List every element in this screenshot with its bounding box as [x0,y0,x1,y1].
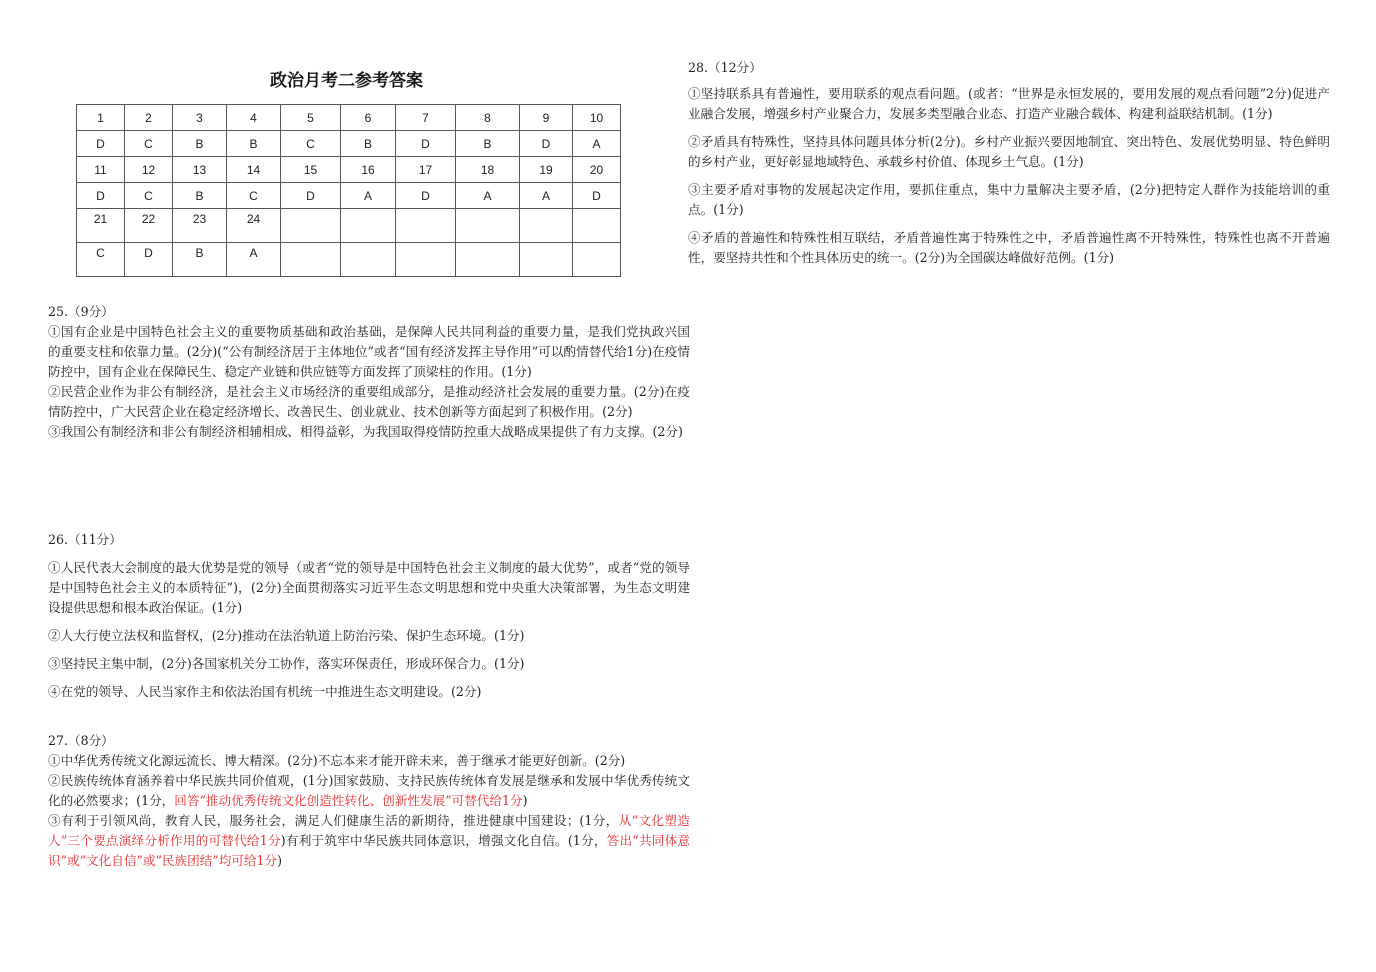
answer-table-cell: 8 [456,105,520,131]
q26-point-1: ①人民代表大会制度的最大优势是党的领导（或者“党的领导是中国特色社会主义制度的最大优势”，或者“党的领导是中国特色社会主义的本质特征”)，(2分)全面贯彻落实习近平生态文明思想和党中央重大决策部署，为生态文明建设提供思想和根本政治保证。(1分) [48,560,690,615]
q27-point-3-close: ) [277,853,283,868]
answer-table-cell: 17 [396,157,456,183]
question-26 [48,530,690,702]
answer-table-cell: C [77,243,125,277]
answer-table-cell: B [173,183,227,209]
answer-table [76,104,621,277]
answer-table-cell [281,243,341,277]
answer-table-cell: B [173,131,227,157]
answer-table-cell [456,243,520,277]
answer-table-cell: D [573,183,621,209]
answer-table-cell: B [173,243,227,277]
answer-table-cell: D [77,183,125,209]
q28-heading: 28.（12分） [688,60,762,75]
answer-table-cell [573,209,621,243]
answer-table-cell: D [281,183,341,209]
answer-table-cell [456,209,520,243]
q27-point-2-close: ) [522,793,528,808]
q28-point-4: ④矛盾的普遍性和特殊性相互联结，矛盾普遍性寓于特殊性之中，矛盾普遍性离不开特殊性，特殊性也离不开普遍性，要坚持共性和个性具体历史的统一。(2分)为全国碳达峰做好范例。(1分) [688,230,1330,265]
q26-point-3: ③坚持民主集中制，(2分)各国家机关分工协作，落实环保责任，形成环保合力。(1分) [48,656,525,671]
q25-heading: 25.（9分） [48,304,114,319]
answer-table-cell: C [281,131,341,157]
q27-point-2-text: ②民族传统体育涵养着中华民族共同价值观，(1分)国家鼓励、支持民族传统体育发展是继承和发展中华优秀传统文化的必然要求；(1分， [48,773,690,808]
answer-table-cell: A [573,131,621,157]
question-25 [48,302,690,442]
answer-table-cell: 13 [173,157,227,183]
page-title: 政治月考二参考答案 [270,71,423,91]
answer-table-cell: A [341,183,396,209]
answer-table-cell [341,209,396,243]
answer-table-cell [396,209,456,243]
q28-point-3: ③主要矛盾对事物的发展起决定作用，要抓住重点，集中力量解决主要矛盾，(2分)把特定人群作为技能培训的重点。(1分) [688,182,1330,217]
q25-point-3: ③我国公有制经济和非公有制经济相辅相成、相得益彰，为我国取得疫情防控重大战略成果提供了有力支撑。(2分) [48,424,683,439]
answer-table-cell: 16 [341,157,396,183]
answer-table-cell: 11 [77,157,125,183]
answer-table-cell: 18 [456,157,520,183]
q26-point-2: ②人大行使立法权和监督权，(2分)推动在法治轨道上防治污染、保护生态环境。(1分) [48,628,525,643]
answer-table-cell: 1 [77,105,125,131]
answer-table-cell: D [520,131,573,157]
answer-table-cell: 10 [573,105,621,131]
question-28 [688,58,1330,276]
answer-table-cell: C [125,131,173,157]
answer-table-row [77,183,621,209]
answer-table-cell: B [227,131,281,157]
answer-table-cell: 3 [173,105,227,131]
answer-table-cell [520,209,573,243]
answer-table-row [77,105,621,131]
q28-point-1: ①坚持联系具有普遍性，要用联系的观点看问题。(或者：“世界是永恒发展的，要用发展的观点看问题”2分)促进产业融合发展，增强乡村产业聚合力，发展多类型融合业态、打造产业融合载体、构建利益联结机制。(1分) [688,86,1330,121]
answer-table-cell: 4 [227,105,281,131]
question-27 [48,731,690,871]
q27-point-2-note: 回答“推动优秀传统文化创造性转化、创新性发展”可替代给1分 [174,793,523,808]
q27-point-3-text: ③有利于引领风尚，教育人民，服务社会，满足人们健康生活的新期待，推进健康中国建设；(1分， [48,813,619,828]
answer-table-cell: 5 [281,105,341,131]
answer-table-cell: 19 [520,157,573,183]
answer-table-cell [341,243,396,277]
answer-table-cell: C [227,183,281,209]
answer-table-row [77,131,621,157]
q26-heading: 26.（11分） [48,532,122,547]
left-column [48,66,690,868]
answer-table-cell: A [227,243,281,277]
answer-table-cell [396,243,456,277]
q25-point-2: ②民营企业作为非公有制经济，是社会主义市场经济的重要组成部分，是推动经济社会发展的重要力量。(2分)在疫情防控中，广大民营企业在稳定经济增长、改善民生、创业就业、技术创新等方面起到了积极作用。(2分) [48,384,690,419]
q27-point-1: ①中华优秀传统文化源远流长、博大精深。(2分)不忘本来才能开辟未来，善于继承才能更好创新。(2分) [48,753,626,768]
answer-table-cell: 23 [173,209,227,243]
q26-point-4: ④在党的领导、人民当家作主和依法治国有机统一中推进生态文明建设。(2分) [48,684,482,699]
answer-table-row [77,243,621,277]
answer-table-cell: A [520,183,573,209]
answer-table-cell: D [77,131,125,157]
answer-table-row [77,209,621,243]
q28-point-2: ②矛盾具有特殊性，坚持具体问题具体分析(2分)。乡村产业振兴要因地制宜、突出特色、发展优势明显、特色鲜明的乡村产业，更好彰显地域特色、承载乡村价值、体现乡土气息。(1分) [688,134,1330,169]
answer-table-cell: C [125,183,173,209]
answer-table-cell: D [125,243,173,277]
answer-table-cell [281,209,341,243]
answer-table-cell [573,243,621,277]
q27-point-2 [48,771,690,811]
answer-table-cell: 21 [77,209,125,243]
q27-point-3-note-2: 答出“共同体意识”或“文化自信”或“民族团结”均可给1分 [48,833,690,868]
answer-table-cell: 2 [125,105,173,131]
answer-table-cell: 22 [125,209,173,243]
q27-point-3-note: 从“文化塑造人”三个要点演绎分析作用的可替代给1分 [48,813,690,848]
answer-table-cell: B [456,131,520,157]
q27-point-3-text-2: )有利于筑牢中华民族共同体意识，增强文化自信。(1分， [280,833,607,848]
answer-table-cell: B [341,131,396,157]
answer-table-cell: 9 [520,105,573,131]
answer-table-cell: 20 [573,157,621,183]
q25-point-1: ①国有企业是中国特色社会主义的重要物质基础和政治基础，是保障人民共同利益的重要力量，是我们党执政兴国的重要支柱和依靠力量。(2分)(“公有制经济居于主体地位”或者“国有经济发挥主导作用”可以酌情替代给1分)在疫情防控中，国有企业在保障民生、稳定产业链和供应链等方面发挥了顶梁柱的作用。(1分) [48,324,690,379]
answer-table-cell: 6 [341,105,396,131]
answer-table-cell: 24 [227,209,281,243]
answer-table-cell: D [396,183,456,209]
answer-table-cell: 14 [227,157,281,183]
answer-table-cell: D [396,131,456,157]
answer-table-row [77,157,621,183]
answer-table-cell: 12 [125,157,173,183]
answer-table-cell: 15 [281,157,341,183]
q27-point-3 [48,811,690,871]
answer-table-cell: 7 [396,105,456,131]
answer-table-cell [520,243,573,277]
answer-table-cell: A [456,183,520,209]
q27-heading: 27.（8分） [48,733,114,748]
